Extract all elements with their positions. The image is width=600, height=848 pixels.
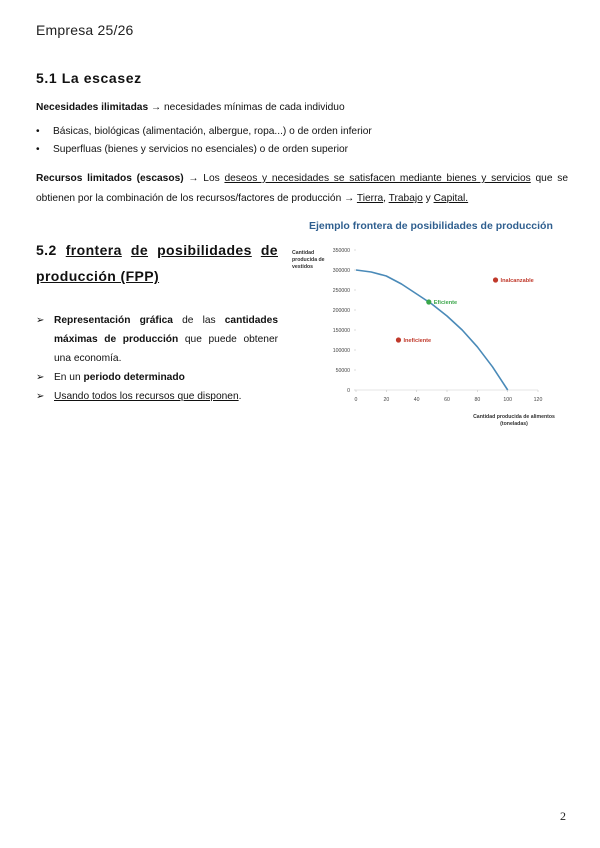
list-item: • Básicas, biológicas (alimentación, albergue, ropa...) o de orden inferior [36,126,372,137]
list-item: ➢ Representación gráfica de las cantidades máximas de producción que puede obtener una economía. [36,311,278,368]
needs-paragraph [36,101,345,115]
section-5-2-title: 5.2 frontera de posibilidades de producción (FPP) [36,242,278,284]
page-number: 2 [560,809,566,823]
bullet-icon: • [36,144,40,155]
factor-tierra: Tierra [356,193,384,204]
x-tick-label: 100 [503,397,512,403]
x-tick-label: 120 [533,397,543,403]
arrow-bullet-icon: ➢ [36,391,45,402]
resources-label: Recursos limitados (escasos) [36,173,184,184]
arrow-bullet-icon: ➢ [36,315,45,326]
chart-title: Ejemplo frontera de posibilidades de producción [309,220,553,232]
point-label: Ineficiente [403,338,432,344]
chart-canvas [286,218,566,438]
resources-paragraph: Recursos limitados (escasos) → Los deseos y necesidades se satisfacen mediante bienes y servicios que se obtienen por la combinación de los recursos/factores de producción → Tierra, Trabajo y Capital. [36,173,568,204]
list-item: ➢ En un periodo determinado [36,368,278,387]
y-axis-label: Cantidad producida de vestidos [292,250,325,270]
point-eficiente [426,299,431,304]
arrow-bullet-icon: ➢ [36,372,45,383]
x-tick-label: 60 [444,397,450,403]
resources-underlined: deseos y necesidades se satisfacen mediante bienes y servicios [224,173,531,184]
y-tick-label: 200000 [332,308,350,314]
fpp-list [36,311,278,406]
document-header: Empresa 25/26 [36,22,134,38]
x-tick-label: 0 [354,397,358,403]
x-axis-label: Cantidad producida de alimentos (toneladas) [473,414,555,427]
y-tick-label: 50000 [335,368,350,374]
fpp-curve [356,270,508,390]
needs-bullet-list [36,125,576,161]
list-item: • Superfluas (bienes y servicios no esenciales) o de orden superior [36,144,349,155]
x-tick-label: 80 [474,397,481,403]
bullet-icon: • [36,126,40,137]
point-label: Inalcanzable [500,278,534,284]
needs-text: necesidades mínimas de cada individuo [163,102,345,113]
y-tick-label: 250000 [332,288,350,294]
fpp-chart [286,218,566,438]
factor-capital: Capital. [433,193,469,204]
x-tick-label: 20 [383,397,390,403]
needs-arrow: → [148,102,164,113]
y-tick-label: 300000 [332,268,350,274]
point-label: Eficiente [433,300,458,306]
y-tick-label: 150000 [332,328,350,334]
y-tick-label: 350000 [332,248,350,254]
y-tick-label: 0 [347,388,350,394]
needs-label: Necesidades ilimitadas [36,102,149,113]
point-inalcanzable [493,277,498,282]
point-ineficiente [396,337,401,342]
section-5-1-title: 5.1 La escasez [36,70,142,86]
list-item: ➢ Usando todos los recursos que disponen. [36,387,278,406]
x-tick-label: 40 [413,397,420,403]
factor-trabajo: Trabajo [388,193,423,204]
y-tick-label: 100000 [332,348,350,354]
